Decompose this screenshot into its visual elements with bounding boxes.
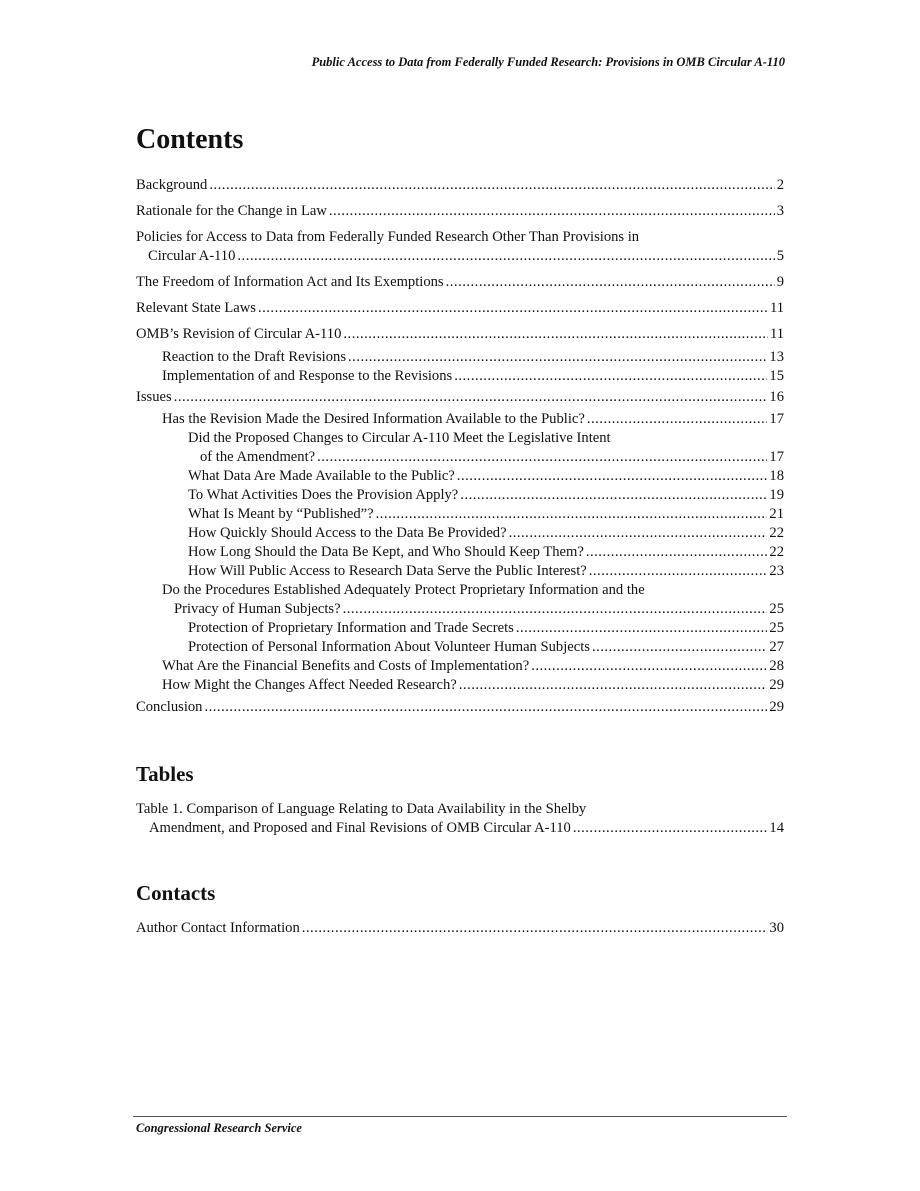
tables-heading: Tables (136, 762, 194, 786)
toc-entry[interactable]: To What Activities Does the Provision Apply? ..... 19 (136, 486, 784, 505)
toc-entry[interactable]: Rationale for the Change in Law ..... 3 (136, 202, 784, 221)
toc-entry[interactable]: The Freedom of Information Act and Its Exemptions ..... 9 (136, 273, 784, 292)
footer-text: Congressional Research Service (136, 1121, 302, 1135)
toc-entry[interactable]: How Might the Changes Affect Needed Research? ..... 29 (136, 676, 784, 695)
toc-entry-multiline[interactable]: Table 1. Comparison of Language Relating to Data Availability in the Shelby Amendment, and Proposed and Final Revisions of OMB Circular A-110 ..... 14 (136, 800, 784, 838)
toc-entry[interactable]: Implementation of and Response to the Revisions ..... 15 (136, 367, 784, 386)
tables-toc (136, 800, 784, 838)
toc-entry[interactable]: Relevant State Laws ..... 11 (136, 299, 784, 318)
toc-entry[interactable]: How Quickly Should Access to the Data Be Provided? ..... 22 (136, 524, 784, 543)
running-head: Public Access to Data from Federally Funded Research: Provisions in OMB Circular A-110 (311, 55, 785, 69)
toc-entry[interactable]: What Data Are Made Available to the Public? ..... 18 (136, 467, 784, 486)
contacts-heading: Contacts (136, 881, 216, 905)
toc-entry-multiline[interactable]: Did the Proposed Changes to Circular A-110 Meet the Legislative Intent of the Amendment? ..... 17 (136, 429, 784, 467)
toc-entry[interactable]: Background ..... 2 (136, 176, 784, 195)
toc-entry-multiline[interactable]: Policies for Access to Data from Federally Funded Research Other Than Provisions in Circular A-110 ..... 5 (136, 228, 784, 266)
toc-entry[interactable]: How Will Public Access to Research Data Serve the Public Interest? ..... 23 (136, 562, 784, 581)
contents-heading: Contents (136, 124, 244, 155)
toc-entry[interactable]: Issues ..... 16 (136, 388, 784, 407)
toc-entry-multiline[interactable]: Do the Procedures Established Adequately Protect Proprietary Information and the Privacy of Human Subjects? ..... 25 (136, 581, 784, 619)
toc-entry[interactable]: Conclusion ..... 29 (136, 698, 784, 717)
contacts-toc (136, 919, 784, 938)
toc-entry[interactable]: Has the Revision Made the Desired Information Available to the Public? ..... 17 (136, 410, 784, 429)
toc-entry[interactable]: OMB’s Revision of Circular A-110 ..... 11 (136, 325, 784, 344)
toc-entry[interactable]: Reaction to the Draft Revisions ..... 13 (136, 348, 784, 367)
toc-entry[interactable]: What Is Meant by “Published”? ..... 21 (136, 505, 784, 524)
toc-entry[interactable]: Protection of Proprietary Information and Trade Secrets ..... 25 (136, 619, 784, 638)
toc-entry[interactable]: Protection of Personal Information About Volunteer Human Subjects ..... 27 (136, 638, 784, 657)
toc-entry[interactable]: What Are the Financial Benefits and Costs of Implementation? ..... 28 (136, 657, 784, 676)
toc-entry[interactable]: Author Contact Information ..... 30 (136, 919, 784, 938)
contents-toc (136, 176, 784, 717)
toc-entry[interactable]: How Long Should the Data Be Kept, and Who Should Keep Them? ..... 22 (136, 543, 784, 562)
footer-rule (133, 1116, 787, 1117)
